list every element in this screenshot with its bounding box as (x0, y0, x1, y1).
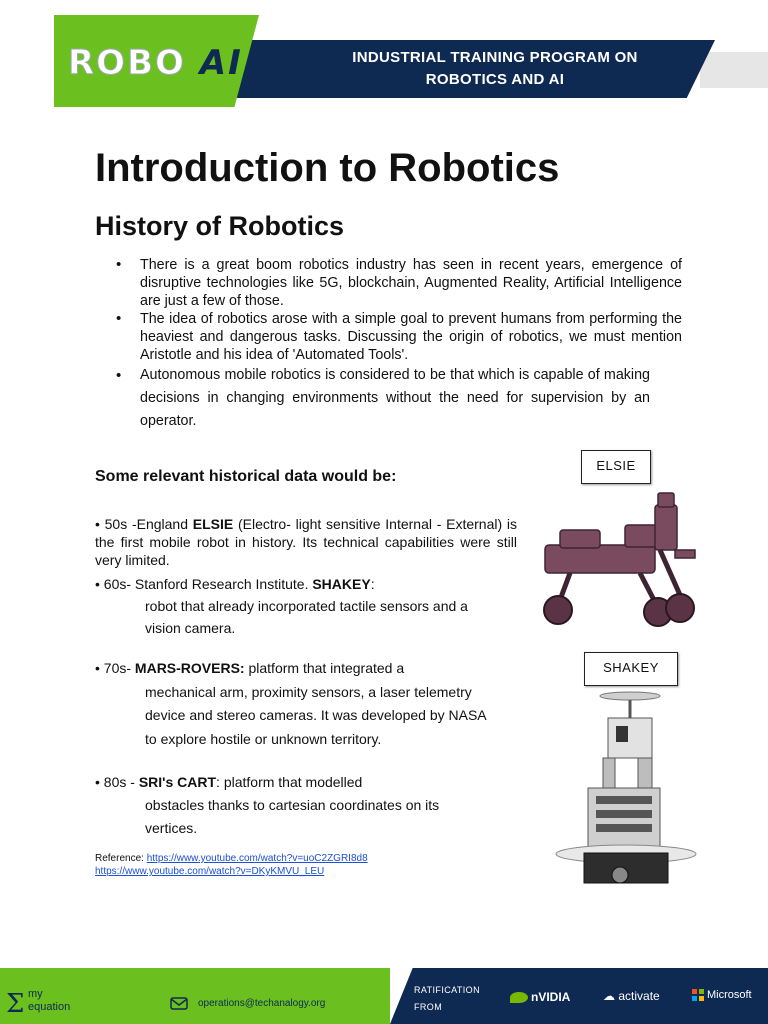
activate-text: activate (618, 989, 660, 1003)
historical-heading: Some relevant historical data would be: (95, 468, 397, 485)
brand-equation: equation (28, 1001, 71, 1013)
history-60s-colon: : (370, 576, 375, 592)
shakey-robot-image (548, 688, 708, 898)
aws-icon: ☁ (603, 989, 615, 1003)
history-60s (95, 573, 495, 639)
activate-logo (603, 989, 660, 1003)
ratification-label (414, 982, 480, 1016)
program-title-line1: INDUSTRIAL TRAINING PROGRAM ON (352, 49, 638, 66)
history-60s-name: SHAKEY (312, 576, 371, 592)
reference-label: Reference: (95, 853, 147, 864)
intro-bullet-list (112, 256, 682, 433)
reference-block (95, 852, 455, 878)
nvidia-text: nVIDIA (531, 990, 571, 1004)
microsoft-grid-icon (692, 989, 704, 1001)
program-title-line2: ROBOTICS AND AI (425, 71, 565, 88)
nvidia-eye-icon (510, 992, 528, 1003)
history-80s-prefix: • 80s - (95, 774, 139, 790)
history-50s-name: ELSIE (192, 516, 234, 532)
history-70s-first: platform that integrated a (244, 660, 405, 676)
ratification-line2: FROM (414, 1002, 443, 1012)
logo-accent-text: AI (199, 43, 243, 83)
elsie-robot-image (530, 490, 710, 640)
ratification-line1: RATIFICATION (414, 985, 480, 995)
sigma-icon: Σ (6, 989, 25, 1019)
history-80s-name: SRI's CART (138, 774, 217, 790)
robo-ai-logo (68, 43, 243, 83)
history-80s-text: obstacles thanks to cartesian coordinates on its vertices. (145, 797, 440, 836)
history-50s-prefix: • 50s -England (95, 516, 193, 532)
header-light-strip (700, 52, 768, 88)
myequation-logo (6, 988, 106, 1018)
microsoft-text: Microsoft (707, 989, 752, 1001)
history-70s-prefix: • 70s- (95, 660, 135, 676)
history-60s-prefix: • 60s- Stanford Research Institute. (95, 576, 313, 592)
page-title: Introduction to Robotics (95, 146, 560, 190)
history-70s-name: MARS-ROVERS: (134, 660, 245, 676)
brand-my: my (28, 988, 43, 1000)
logo-main-text: ROBO (68, 43, 186, 83)
microsoft-logo (692, 989, 752, 1001)
program-title (300, 47, 690, 91)
reference-link-2[interactable]: https://www.youtube.com/watch?v=DKyKMVU_LEU (95, 866, 325, 877)
elsie-caption: ELSIE (581, 450, 651, 484)
nvidia-logo (510, 990, 570, 1004)
history-80s-first: : platform that modelled (216, 774, 363, 790)
mail-icon (170, 997, 188, 1010)
bullet-item: • The idea of robotics arose with a simple goal to prevent humans from performing the heaviest and dangerous tasks. Discussing the origin of robotics, we must mention Aristotle and his idea of 'Automated Tools'. (112, 310, 682, 364)
history-50s-text: (Electro- light sensitive Internal - External) is the first mobile robot in history. Its technical capabilities were still very limited. (95, 516, 518, 568)
footer-email[interactable]: operations@techanalogy.org (198, 998, 326, 1009)
section-title: History of Robotics (95, 211, 345, 241)
bullet-item: • Autonomous mobile robotics is considered to be that which is capable of making decisions in changing environments without the need for supervision by an operator. (112, 364, 650, 433)
history-80s (95, 771, 495, 840)
history-60s-text: robot that already incorporated tactile sensors and a vision camera. (145, 598, 468, 636)
bullet-item: • There is a great boom robotics industry has seen in recent years, emergence of disruptive technologies like 5G, blockchain, Augmented Reality, Artificial Intelligence are just a few of those. (112, 256, 682, 310)
reference-link-1[interactable]: https://www.youtube.com/watch?v=uoC2ZGRI8d8 (146, 853, 368, 864)
history-50s (95, 515, 517, 569)
history-70s (95, 657, 495, 751)
shakey-caption: SHAKEY (584, 652, 678, 686)
history-70s-text: mechanical arm, proximity sensors, a laser telemetry device and stereo cameras. It was developed by NASA to explore hostile or unknown territory. (145, 683, 486, 747)
